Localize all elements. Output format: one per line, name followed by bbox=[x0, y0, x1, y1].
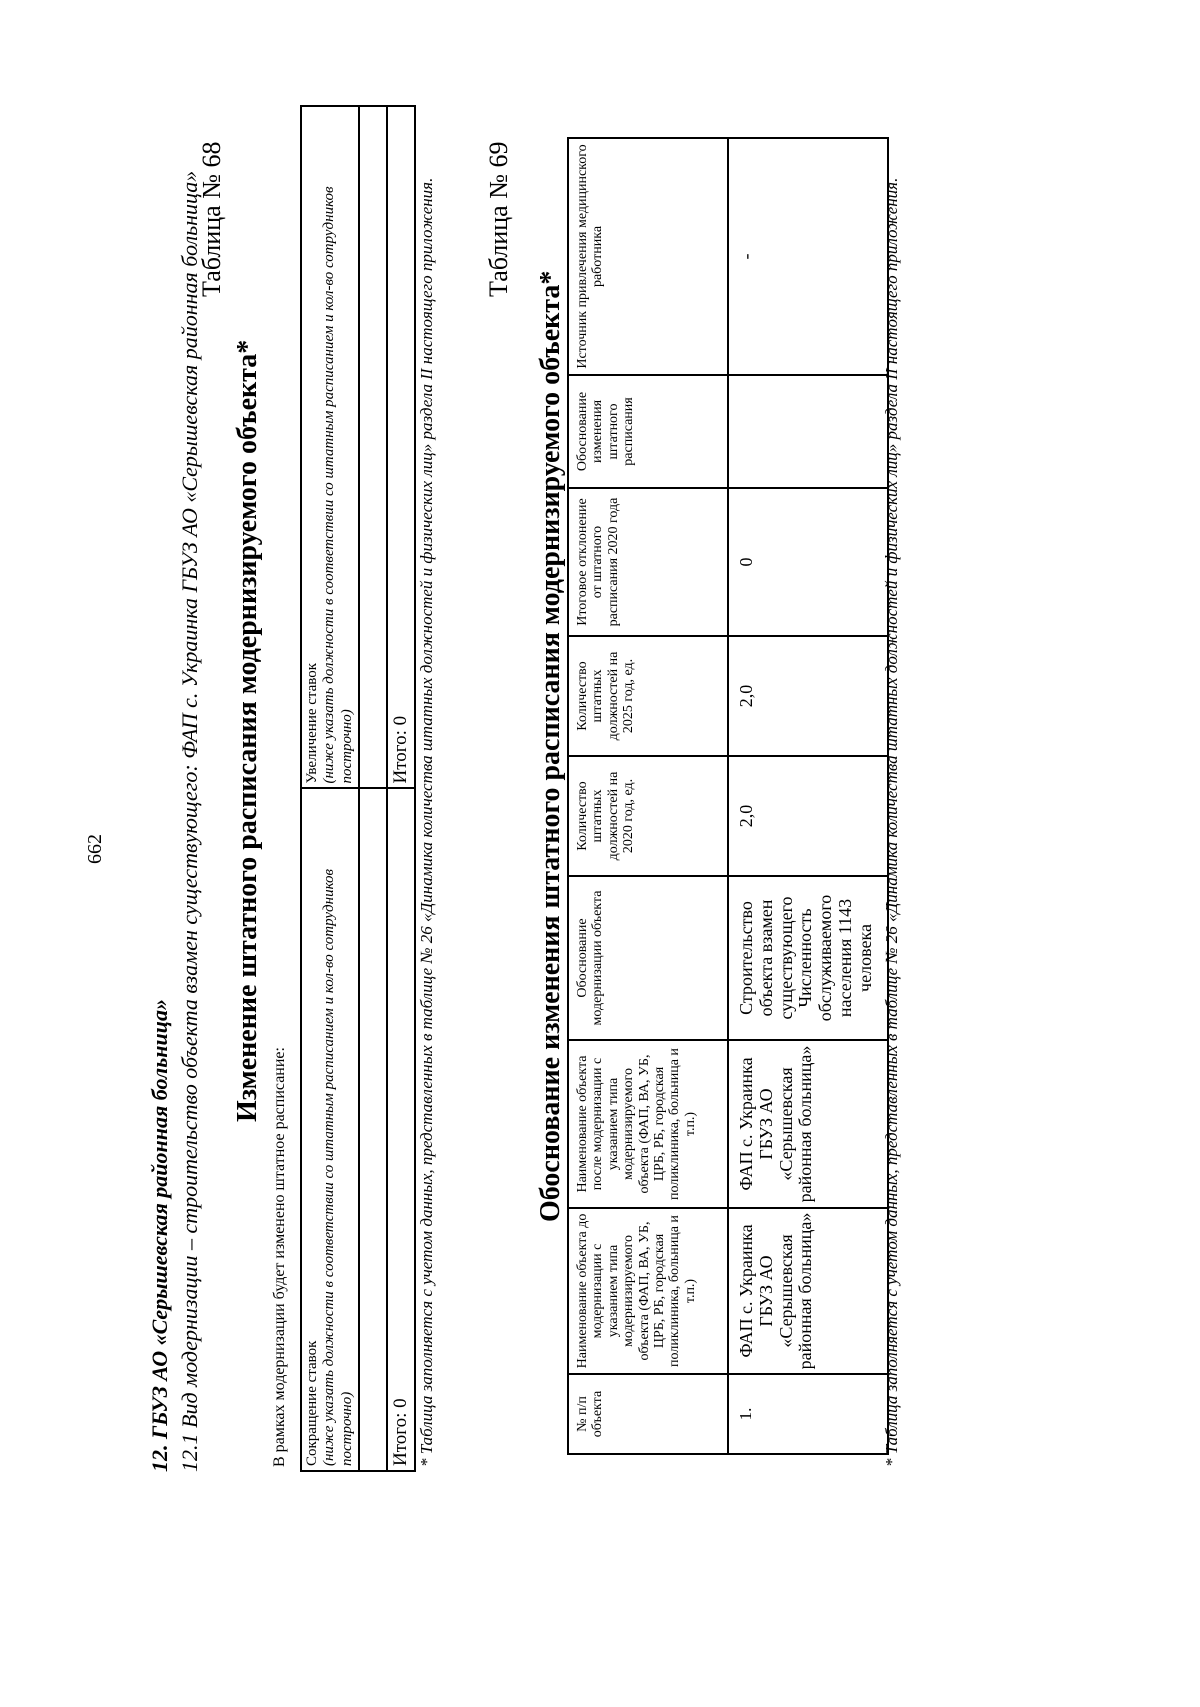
table68-title: Изменение штатного расписания модернизируемого объекта* bbox=[232, 339, 263, 1122]
increase-total: Итого: 0 bbox=[387, 106, 415, 789]
subsection-object: ФАП с. Украинка bbox=[177, 597, 202, 759]
staffing-change-table bbox=[300, 105, 416, 1472]
table-row bbox=[728, 138, 888, 1454]
cell-object-after: ФАП с. Украинка ГБУЗ АО «Серышевская районная больница» bbox=[728, 1040, 888, 1208]
reduction-header-cell bbox=[301, 789, 359, 1472]
cell-number: 1. bbox=[728, 1374, 888, 1454]
staffing-justification-table bbox=[567, 137, 889, 1455]
header-staff-2025: Количество штатных должностей на 2025 год, ед. bbox=[568, 636, 728, 756]
header-justification: Обоснование модернизации объекта bbox=[568, 876, 728, 1040]
increase-header-cell bbox=[301, 106, 359, 789]
table69-title: Обоснование изменения штатного расписания модернизируемого объекта* bbox=[535, 270, 566, 1222]
increase-header: Увеличение ставок bbox=[304, 662, 320, 784]
header-deviation: Итоговое отклонение от штатного расписания 2020 года bbox=[568, 488, 728, 636]
cell-source: - bbox=[728, 138, 888, 375]
cell-staff-2025: 2,0 bbox=[728, 636, 888, 756]
cell-justification: Строительство объекта взамен существующего Численность обслуживаемого населения 1143 человека bbox=[728, 876, 888, 1040]
increase-note: (ниже указать должности в соответствии со штатным расписанием и кол-во сотрудников построчно) bbox=[321, 186, 355, 784]
table69-footnote: * Таблица заполняется с учетом данных, представленных в таблице № 26 «Динамика количества штатных должностей и физических лиц» раздела II настоящего приложения. bbox=[882, 177, 901, 1467]
cell-deviation: 0 bbox=[728, 488, 888, 636]
subsection-heading bbox=[177, 171, 203, 1472]
table68-intro: В рамках модернизации будет изменено штатное расписание: bbox=[271, 1047, 288, 1467]
cell-change-justification bbox=[728, 375, 888, 488]
header-change-justification: Обоснование изменения штатного расписания bbox=[568, 375, 728, 488]
reduction-total: Итого: 0 bbox=[387, 789, 415, 1472]
table68-footnote: * Таблица заполняется с учетом данных, представленных в таблице № 26 «Динамика количества штатных должностей и физических лиц» раздела II настоящего приложения. bbox=[417, 177, 436, 1467]
table69-number: Таблица № 69 bbox=[484, 141, 513, 297]
reduction-note: (ниже указать должности в соответствии со штатным расписанием и кол-во сотрудников построчно) bbox=[321, 868, 355, 1466]
section-heading: 12. ГБУЗ АО «Серышевская районная больница» bbox=[147, 999, 172, 1472]
reduction-header: Сокращение ставок bbox=[304, 1340, 320, 1466]
cell-staff-2020: 2,0 bbox=[728, 756, 888, 876]
table-header-row bbox=[568, 138, 728, 1454]
header-source: Источник привлечения медицинского работника bbox=[568, 138, 728, 375]
cell-object-before: ФАП с. Украинка ГБУЗ АО «Серышевская районная больница» bbox=[728, 1208, 888, 1374]
header-staff-2020: Количество штатных должностей на 2020 год, ед. bbox=[568, 756, 728, 876]
subsection-suffix: ГБУЗ АО «Серышевская районная больница» bbox=[177, 170, 202, 598]
page-number: 662 bbox=[84, 834, 106, 864]
header-object-after: Наименование объекта после модернизации с указанием типа модернизируемого объекта (ФАП, ВА, УБ, ЦРБ, РБ, городская поликлиника, больница и т.п.) bbox=[568, 1040, 728, 1208]
table68-number: Таблица № 68 bbox=[197, 141, 226, 297]
empty-cell bbox=[359, 106, 387, 789]
header-object-before: Наименование объекта до модернизации с указанием типа модернизируемого объекта (ФАП, ВА, УБ, ЦРБ, РБ, городская поликлиника, больница и т.п.) bbox=[568, 1208, 728, 1374]
subsection-prefix: 12.1 Вид модернизации – строительство объекта взамен существующего: bbox=[177, 758, 202, 1472]
empty-cell bbox=[359, 789, 387, 1472]
header-number: № п/п объекта bbox=[568, 1374, 728, 1454]
